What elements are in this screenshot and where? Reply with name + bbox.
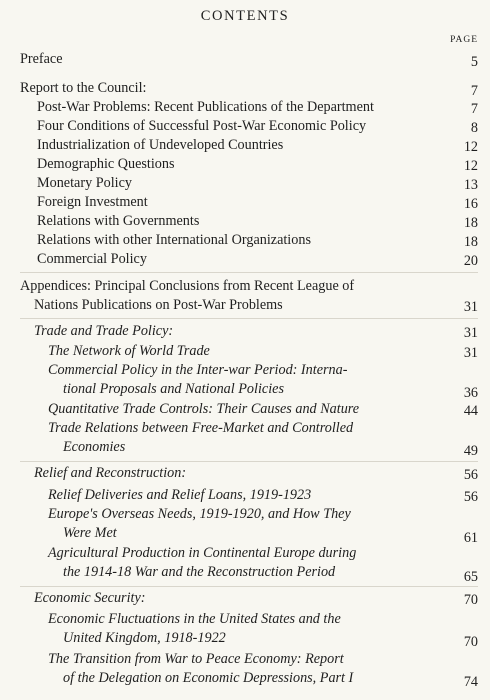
toc-entry-page: 8 xyxy=(470,120,478,136)
toc-entry-title: Monetary Policy xyxy=(37,175,132,191)
toc-entry-title: Foreign Investment xyxy=(37,194,148,210)
toc-entry-title-continued: United Kingdom, 1918-1922 xyxy=(63,630,226,646)
toc-entry-title-continued: Economies xyxy=(63,439,126,455)
toc-entry-page: 70 xyxy=(463,634,478,650)
toc-entry-title: Relief Deliveries and Relief Loans, 1919-1923 xyxy=(48,487,312,503)
toc-entry-page: 65 xyxy=(463,569,478,585)
toc-entry-title-continued: of the Delegation on Economic Depressions, Part I xyxy=(63,670,354,686)
toc-entry-page: 61 xyxy=(463,530,478,546)
toc-entry-page: 18 xyxy=(463,234,478,250)
toc-entry-page: 56 xyxy=(463,489,478,505)
toc-entry-title-continued: Were Met xyxy=(63,525,117,541)
toc-entry-page: 44 xyxy=(463,403,478,419)
toc-entry-title: Relief and Reconstruction: xyxy=(34,465,187,481)
toc-entry-title: Trade and Trade Policy: xyxy=(34,323,174,339)
toc-entry-page: 12 xyxy=(463,158,478,174)
toc-entry-title: Relations with other International Organizations xyxy=(37,232,311,248)
section-rule xyxy=(20,461,478,462)
toc-entry-page: 20 xyxy=(463,253,478,269)
toc-entry-page: 36 xyxy=(463,385,478,401)
toc-entry-page: 31 xyxy=(463,345,478,361)
toc-entry-title: Economic Security: xyxy=(34,590,146,606)
section-rule xyxy=(20,586,478,587)
toc-entry-page: 7 xyxy=(470,101,478,117)
toc-entry-title: Europe's Overseas Needs, 1919-1920, and How They xyxy=(48,506,351,522)
toc-entry-title: Commercial Policy in the Inter-war Period: Interna- xyxy=(48,362,348,378)
toc-entry-title: Industrialization of Undeveloped Countries xyxy=(37,137,284,153)
toc-entry-page: 31 xyxy=(463,325,478,341)
section-rule xyxy=(20,318,478,319)
toc-entry-title: Relations with Governments xyxy=(37,213,200,229)
toc-entry-title-continued: tional Proposals and National Policies xyxy=(63,381,284,397)
toc-entry-title: Preface xyxy=(20,51,63,67)
toc-entry-page: 49 xyxy=(463,443,478,459)
toc-entry-title: Economic Fluctuations in the United States and the xyxy=(48,611,341,627)
section-rule xyxy=(20,272,478,273)
toc-entry-page: 12 xyxy=(463,139,478,155)
toc-entry-title: Appendices: Principal Conclusions from Recent League of xyxy=(20,278,355,294)
toc-entry-page: 74 xyxy=(463,674,478,690)
toc-entry-title-continued: the 1914-18 War and the Reconstruction Period xyxy=(63,564,336,580)
toc-entry-page: 13 xyxy=(463,177,478,193)
toc-entry-page: 31 xyxy=(463,299,478,315)
contents-heading: CONTENTS xyxy=(200,8,290,24)
toc-entry-title: Post-War Problems: Recent Publications of the Department xyxy=(37,99,374,115)
toc-entry-title: Agricultural Production in Continental Europe during xyxy=(48,545,357,561)
toc-entry-title-continued: Nations Publications on Post-War Problems xyxy=(34,297,283,313)
toc-entry-page: 70 xyxy=(463,592,478,608)
toc-entry-title: Report to the Council: xyxy=(20,80,147,96)
toc-entry-page: 18 xyxy=(463,215,478,231)
toc-entry-title: Quantitative Trade Controls: Their Causes and Nature xyxy=(48,401,360,417)
toc-entry-page: 7 xyxy=(470,83,478,99)
toc-entry-title: Four Conditions of Successful Post-War Economic Policy xyxy=(37,118,367,134)
toc-entry-title: Trade Relations between Free-Market and Controlled xyxy=(48,420,354,436)
toc-entry-title: Commercial Policy xyxy=(37,251,147,267)
toc-entry-title: Demographic Questions xyxy=(37,156,175,172)
page-column-label: PAGE xyxy=(450,35,478,45)
toc-entry-page: 56 xyxy=(463,467,478,483)
toc-entry-page: 5 xyxy=(470,54,478,70)
toc-entry-title: The Transition from War to Peace Economy: Report xyxy=(48,651,344,667)
toc-entry-title: The Network of World Trade xyxy=(48,343,210,359)
toc-entry-page: 16 xyxy=(463,196,478,212)
